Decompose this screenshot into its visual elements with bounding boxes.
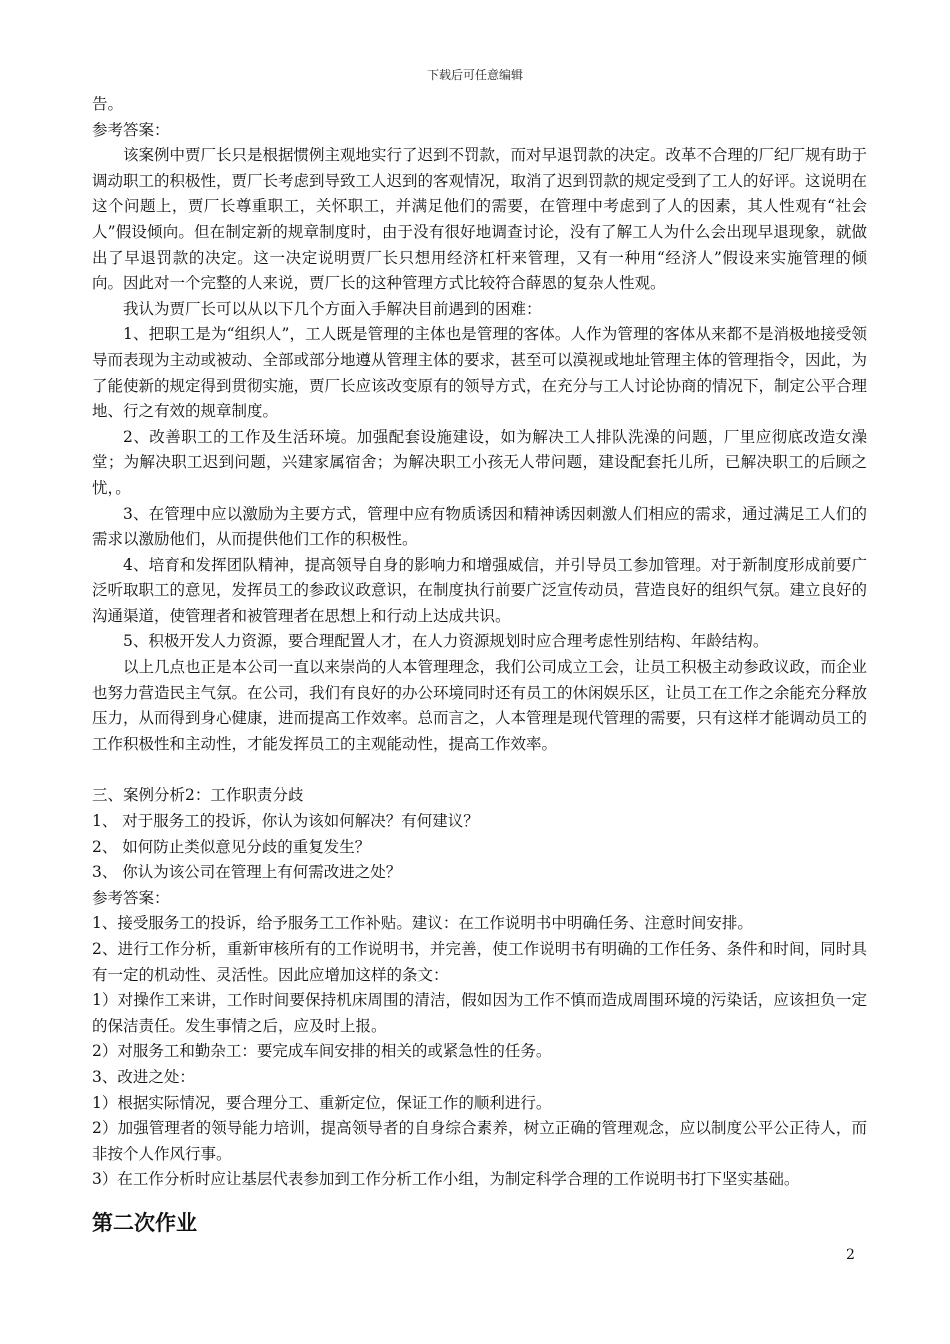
- paragraph: 1、把职工是为“组织人”，工人既是管理的主体也是管理的客体。人作为管理的客体从来都不是消极地接受领导而表现为主动或被动、全部或部分地遵从管理主体的要求，甚至可以漠视或地址管理主体的管理指令，因此，为了能使新的规定得到贯彻实施，贾厂长应该改变原有的领导方式，在充分与工人讨论协商的情况下，制定公平合理地、行之有效的规章制度。: [92, 325, 868, 421]
- paragraph: 5、积极开发人力资源，要合理配置人才，在人力资源规划时应合理考虑性别结构、年龄结构。: [123, 632, 769, 651]
- paragraph: 2）对服务工和勤杂工：要完成车间安排的相关的或紧急性的任务。: [92, 1042, 552, 1061]
- paragraph: 4、培育和发挥团队精神，提高领导自身的影响力和增强威信，并引导员工参加管理。对于新制度形成前要广泛听取职工的意见，发挥员工的参政议政意识，在制度执行前要广泛宣传动员，营造良好的组织气氛。建立良好的沟通渠道，使管理者和被管理者在思想上和行动上达成共识。: [92, 555, 868, 625]
- paragraph: 1）对操作工来讲，工作时间要保持机床周围的清洁，假如因为工作不慎而造成周围环境的污染话，应该担负一定的保洁责任。发生事情之后，应及时上报。: [92, 991, 867, 1035]
- page-header: 下载后可任意编辑: [426, 68, 523, 82]
- paragraph: 3）在工作分析时应让基层代表参加到工作分析工作小组，为制定科学合理的工作说明书打下坚实基础。: [92, 1170, 800, 1189]
- paragraph: 三、案例分析2：工作职责分歧: [92, 786, 304, 805]
- paragraph: 参考答案：: [92, 120, 170, 139]
- paragraph: 参考答案：: [92, 888, 170, 907]
- paragraph: 告。: [92, 95, 124, 113]
- paragraph: 3、 你认为该公司在管理上有何需改进之处？: [92, 863, 402, 882]
- document-body: [92, 92, 867, 1193]
- paragraph: 2、改善职工的工作及生活环境。加强配套设施建设，如为解决工人排队洗澡的问题，厂里应彻底改造女澡堂；为解决职工迟到问题，兴建家属宿舍；为解决职工小孩无人带问题，建设配套托儿所，已解决职工的后顾之忧，。: [92, 427, 867, 497]
- paragraph: 3、改进之处：: [92, 1067, 195, 1086]
- paragraph: 1、 对于服务工的投诉，你认为该如何解决？有何建议？: [92, 812, 479, 831]
- paragraph: 以上几点也正是本公司一直以来崇尚的人本管理理念，我们公司成立工会，让员工积极主动参政议政，而企业也努力营造民主气氛。在公司，我们有良好的办公环境同时还有员工的休闲娱乐区，让员工在工作之余能充分释放压力，从而得到身心健康，进而提高工作效率。总而言之，人本管理是现代管理的需要，只有这样才能调动员工的工作积极性和主动性，才能发挥员工的主观能动性，提高工作效率。: [92, 658, 868, 753]
- paragraph: 2、 如何防止类似意见分歧的重复发生？: [92, 837, 371, 856]
- paragraph: 3、在管理中应以激励为主要方式，管理中应有物质诱因和精神诱因刺激人们相应的需求，通过满足工人们的需求以激励他们，从而提供他们工作的积极性。: [92, 504, 867, 549]
- section-heading: 第二次作业: [92, 1211, 197, 1235]
- paragraph: 2、进行工作分析，重新审核所有的工作说明书，并完善，使工作说明书有明确的工作任务、条件和时间，同时具有一定的机动性、灵活性。因此应增加这样的条文：: [92, 940, 867, 984]
- paragraph: 该案例中贾厂长只是根据惯例主观地实行了迟到不罚款，而对早退罚款的决定。改革不合理的厂纪厂规有助于调动职工的积极性，贾厂长考虑到导致工人迟到的客观情况，取消了迟到罚款的规定受到了工人的好评。这说明在这个问题上，贾厂长尊重职工，关怀职工，并满足他们的需要，在管理中考虑到了人的因素，其人性观有“社会人”假设倾向。但在制定新的规章制度时，由于没有很好地调查讨论，没有了解工人为什么会出现早退现象，就做出了早退罚款的决定。这一决定说明贾厂长只想用经济杠杆来管理，又有一种用“经济人”假设来实施管理的倾向。因此对一个完整的人来说，贾厂长的这种管理方式比较符合薛恩的复杂人性观。: [92, 146, 868, 293]
- page-number: 2: [846, 1247, 855, 1263]
- paragraph: 1、接受服务工的投诉，给予服务工工作补贴。建议：在工作说明书中明确任务、注意时间安排。: [92, 914, 753, 933]
- paragraph: 2）加强管理者的领导能力培训，提高领导者的自身综合素养，树立正确的管理观念，应以制度公平公正待人，而非按个人作风行事。: [92, 1119, 867, 1163]
- paragraph: 1）根据实际情况，要合理分工、重新定位，保证工作的顺利进行。: [92, 1093, 552, 1112]
- paragraph: 我认为贾厂长可以从以下几个方面入手解决目前遇到的困难：: [123, 299, 542, 318]
- blank-line: [92, 757, 867, 783]
